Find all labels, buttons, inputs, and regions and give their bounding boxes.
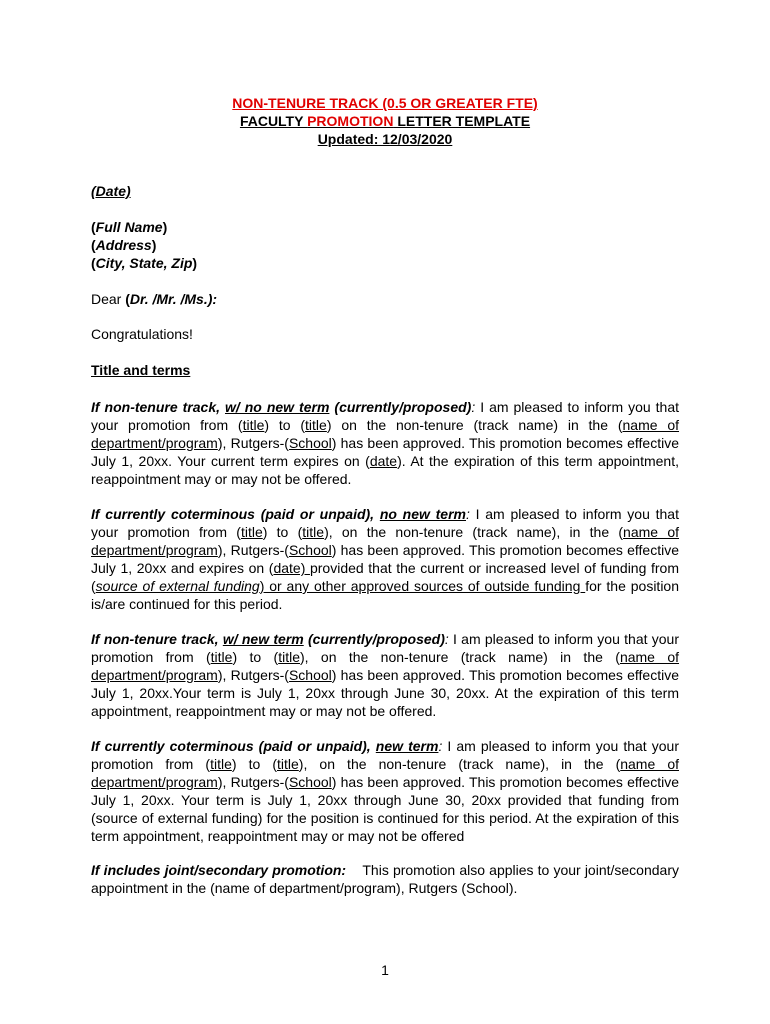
p3-lead-underlined: w/ new term (222, 631, 304, 647)
p1-title-from: title (242, 417, 265, 433)
p4-school: School (288, 774, 332, 790)
city-placeholder: City, State, Zip (95, 255, 193, 271)
date-line (91, 183, 131, 199)
p3-text: ) has been approved. This promotion becomes effective July 1, 20xx.Your term is July 1, 20xx through June 30, 20xx. At the expiration of this term appointment, reappointment may or may not be offered. (91, 667, 679, 719)
p1-lead-underlined: w/ no new term (224, 399, 330, 415)
p1-text: I am pleased to inform you that your promotion from ( (91, 399, 680, 433)
p3-title-to: title (278, 649, 300, 665)
header-updated: Updated: 12/03/2020 (317, 131, 453, 147)
p2-source: source of external funding (95, 578, 260, 594)
full-name-line: (Full Name) (91, 219, 168, 235)
p4-text: ) has been approved. This promotion becomes effective July 1, 20xx. Your term is July 1, 20xx through June 30, 20xx provided that funding from (source of external funding) for the position is continued for this period. At the expiration of this term appointment, reappointment may or may not be offered (91, 774, 679, 844)
p3-department: name of department/program (91, 649, 680, 683)
p2-title-from: title (240, 524, 263, 540)
p1-lead-status: (currently/proposed) (329, 399, 472, 415)
p1-text: ), Rutgers-( (217, 435, 289, 451)
paragraph-joint-promotion (91, 861, 683, 897)
address-placeholder: Address (95, 237, 152, 253)
p2-text: ) or any other approved sources of outside funding (259, 578, 586, 594)
paragraph-no-new-term (91, 398, 679, 488)
page-number: 1 (381, 962, 389, 978)
header-faculty: FACULTY (239, 113, 308, 129)
p3-colon: : (444, 631, 449, 647)
p3-text: ) to ( (232, 649, 279, 665)
p1-department: name of department/program (91, 417, 680, 451)
salutation: Dear (Dr. /Mr. /Ms.): (91, 291, 218, 307)
p3-text: I am pleased to inform you that your promotion from ( (91, 631, 679, 665)
p4-colon: : (438, 738, 443, 754)
p2-text: provided that the current or increased level of funding from ( (91, 560, 679, 594)
paragraph-coterminous-new-term (91, 737, 679, 845)
p4-lead-underlined: new term (375, 738, 439, 754)
p2-colon: : (466, 506, 470, 522)
p2-text: ), on the non-tenure (track name), in the ( (324, 524, 624, 540)
salutation-names: Dr. /Mr. /Ms.): (129, 291, 218, 307)
p2-date: date) (273, 560, 310, 576)
p3-school: School (288, 667, 332, 683)
p4-department: name of department/program (91, 756, 679, 790)
header-line-2 (0, 113, 770, 129)
p4-text: ), Rutgers-( (217, 774, 289, 790)
congratulations: Congratulations! (91, 326, 193, 342)
p4-text: I am pleased to inform you that your promotion from ( (91, 738, 679, 772)
p3-text: ), Rutgers-( (217, 667, 289, 683)
p1-text: ) to ( (264, 417, 306, 433)
p1-lead: If non-tenure track, (91, 399, 225, 415)
p2-lead: If currently coterminous (paid or unpaid), (91, 506, 380, 522)
p2-text: for the position is/are continued for this period. (91, 578, 679, 612)
paragraph-coterminous-no-new-term (91, 505, 679, 613)
p2-school: School (288, 542, 332, 558)
p2-text: I am pleased to inform you that your promotion from ( (91, 506, 679, 540)
p3-lead: If non-tenure track, (91, 631, 223, 647)
address-line: (Address) (91, 237, 157, 253)
header-line-1: NON-TENURE TRACK (0.5 OR GREATER FTE) (232, 95, 538, 111)
city-line: (City, State, Zip) (91, 255, 198, 271)
p4-title-to: title (277, 756, 299, 772)
header-letter-template: LETTER TEMPLATE (393, 113, 531, 129)
p1-school: School (288, 435, 332, 451)
full-name-placeholder: Full Name (95, 219, 163, 235)
p2-lead-underlined: no new term (379, 506, 466, 522)
p3-title-from: title (210, 649, 233, 665)
date-placeholder: (Date) (91, 183, 131, 199)
p1-text: ) on the non-tenure (track name) in the ( (326, 417, 623, 433)
p1-text: ) has been approved. This promotion becomes effective July 1, 20xx. Your current term expires on ( (91, 435, 679, 469)
paragraph-new-term (91, 630, 679, 720)
p1-text: ). At the expiration of this term appointment, reappointment may or may not be offered. (91, 453, 679, 487)
p1-title-to: title (305, 417, 327, 433)
section-title: Title and terms (91, 362, 191, 378)
salutation-dear: Dear (91, 291, 126, 307)
p5-text: This promotion also applies to your joint/secondary appointment in the (name of department/program), Rutgers (School). (91, 862, 683, 896)
p4-text: ) to ( (231, 756, 277, 772)
p1-date: date (369, 453, 398, 469)
header-promotion: PROMOTION (307, 113, 394, 129)
p1-colon: : (471, 399, 476, 415)
p3-text: ), on the non-tenure (track name) in the ( (299, 649, 620, 665)
p2-department: name of department/program (91, 524, 680, 558)
p4-title-from: title (210, 756, 232, 772)
p2-text: ) has been approved. This promotion becomes effective July 1, 20xx and expires on ( (91, 542, 679, 576)
p2-title-to: title (302, 524, 325, 540)
p5-lead: If includes joint/secondary promotion: (91, 862, 347, 878)
p2-text: ) to ( (262, 524, 303, 540)
p4-lead: If currently coterminous (paid or unpaid), (91, 738, 376, 754)
p4-text: ), on the non-tenure (track name), in the ( (298, 756, 621, 772)
p2-text: ), Rutgers-( (217, 542, 289, 558)
p3-lead-status: (currently/proposed) (303, 631, 445, 647)
